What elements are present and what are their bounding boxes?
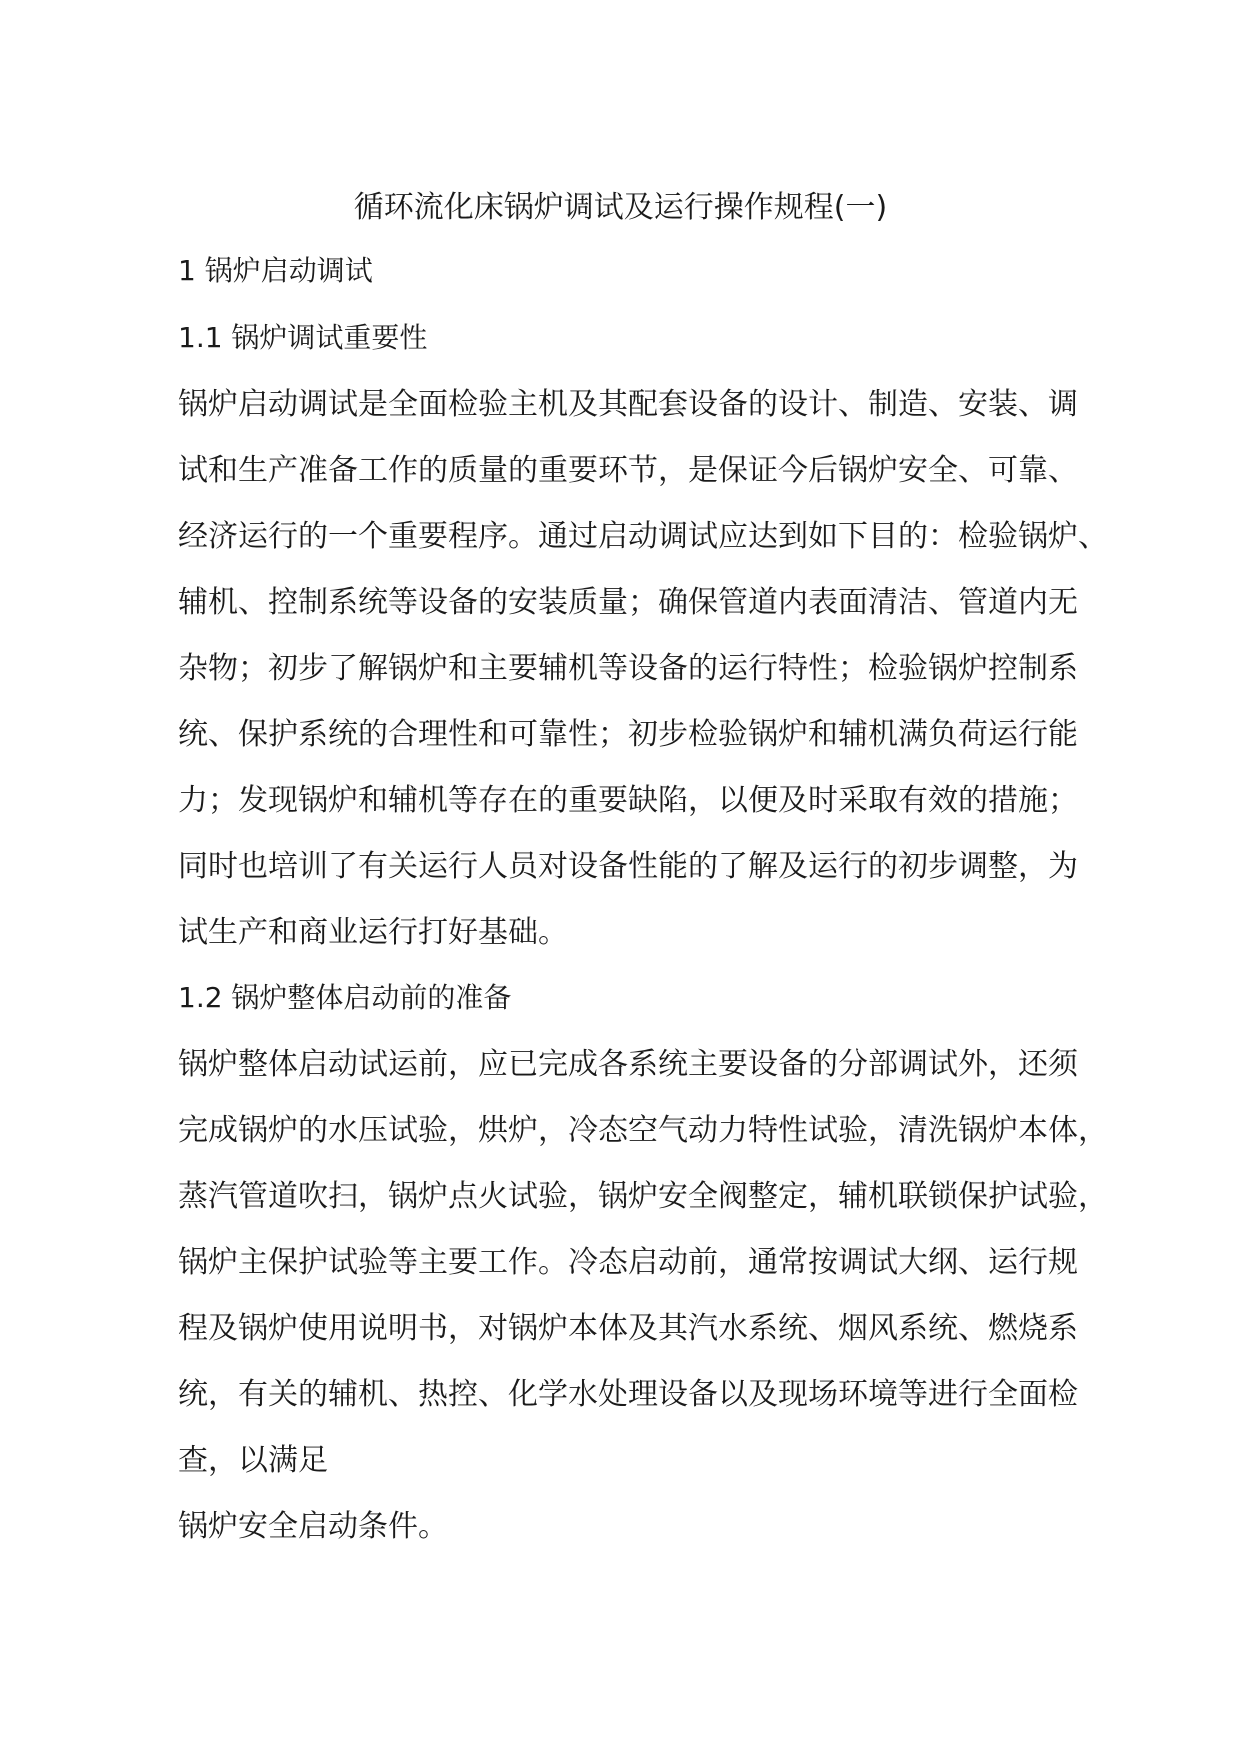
paragraph-line: 辅机、控制系统等设备的安装质量；确保管道内表面清洁、管道内无: [178, 585, 1078, 620]
paragraph-line: 程及锅炉使用说明书，对锅炉本体及其汽水系统、烟风系统、燃烧系: [178, 1311, 1078, 1346]
section-1-heading: 1 锅炉启动调试: [178, 254, 373, 287]
paragraph-line: 锅炉启动调试是全面检验主机及其配套设备的设计、制造、安装、调: [178, 387, 1078, 422]
paragraph-line: 力；发现锅炉和辅机等存在的重要缺陷，以便及时采取有效的措施；: [178, 783, 1078, 818]
paragraph-line: 试生产和商业运行打好基础。: [178, 915, 568, 950]
paragraph-line: 锅炉整体启动试运前，应已完成各系统主要设备的分部调试外，还须: [178, 1047, 1078, 1082]
paragraph-line: 经济运行的一个重要程序。通过启动调试应达到如下目的：检验锅炉、: [178, 519, 1108, 554]
paragraph-line: 锅炉主保护试验等主要工作。冷态启动前，通常按调试大纲、运行规: [178, 1245, 1078, 1280]
paragraph-line: 杂物；初步了解锅炉和主要辅机等设备的运行特性；检验锅炉控制系: [178, 651, 1078, 686]
paragraph-line: 锅炉安全启动条件。: [178, 1509, 448, 1544]
paragraph-line: 查，以满足: [178, 1443, 328, 1478]
section-1-2-heading: 1.2 锅炉整体启动前的准备: [178, 981, 512, 1014]
paragraph-line: 统、保护系统的合理性和可靠性；初步检验锅炉和辅机满负荷运行能: [178, 717, 1078, 752]
paragraph-line: 完成锅炉的水压试验，烘炉，冷态空气动力特性试验，清洗锅炉本体，: [178, 1113, 1108, 1148]
paragraph-line: 统，有关的辅机、热控、化学水处理设备以及现场环境等进行全面检: [178, 1377, 1078, 1412]
paragraph-line: 蒸汽管道吹扫，锅炉点火试验，锅炉安全阀整定，辅机联锁保护试验，: [178, 1179, 1108, 1214]
document-title: 循环流化床锅炉调试及运行操作规程(一): [353, 190, 888, 225]
paragraph-line: 同时也培训了有关运行人员对设备性能的了解及运行的初步调整，为: [178, 849, 1078, 884]
paragraph-line: 试和生产准备工作的质量的重要环节，是保证今后锅炉安全、可靠、: [178, 453, 1078, 488]
section-1-1-heading: 1.1 锅炉调试重要性: [178, 321, 428, 354]
